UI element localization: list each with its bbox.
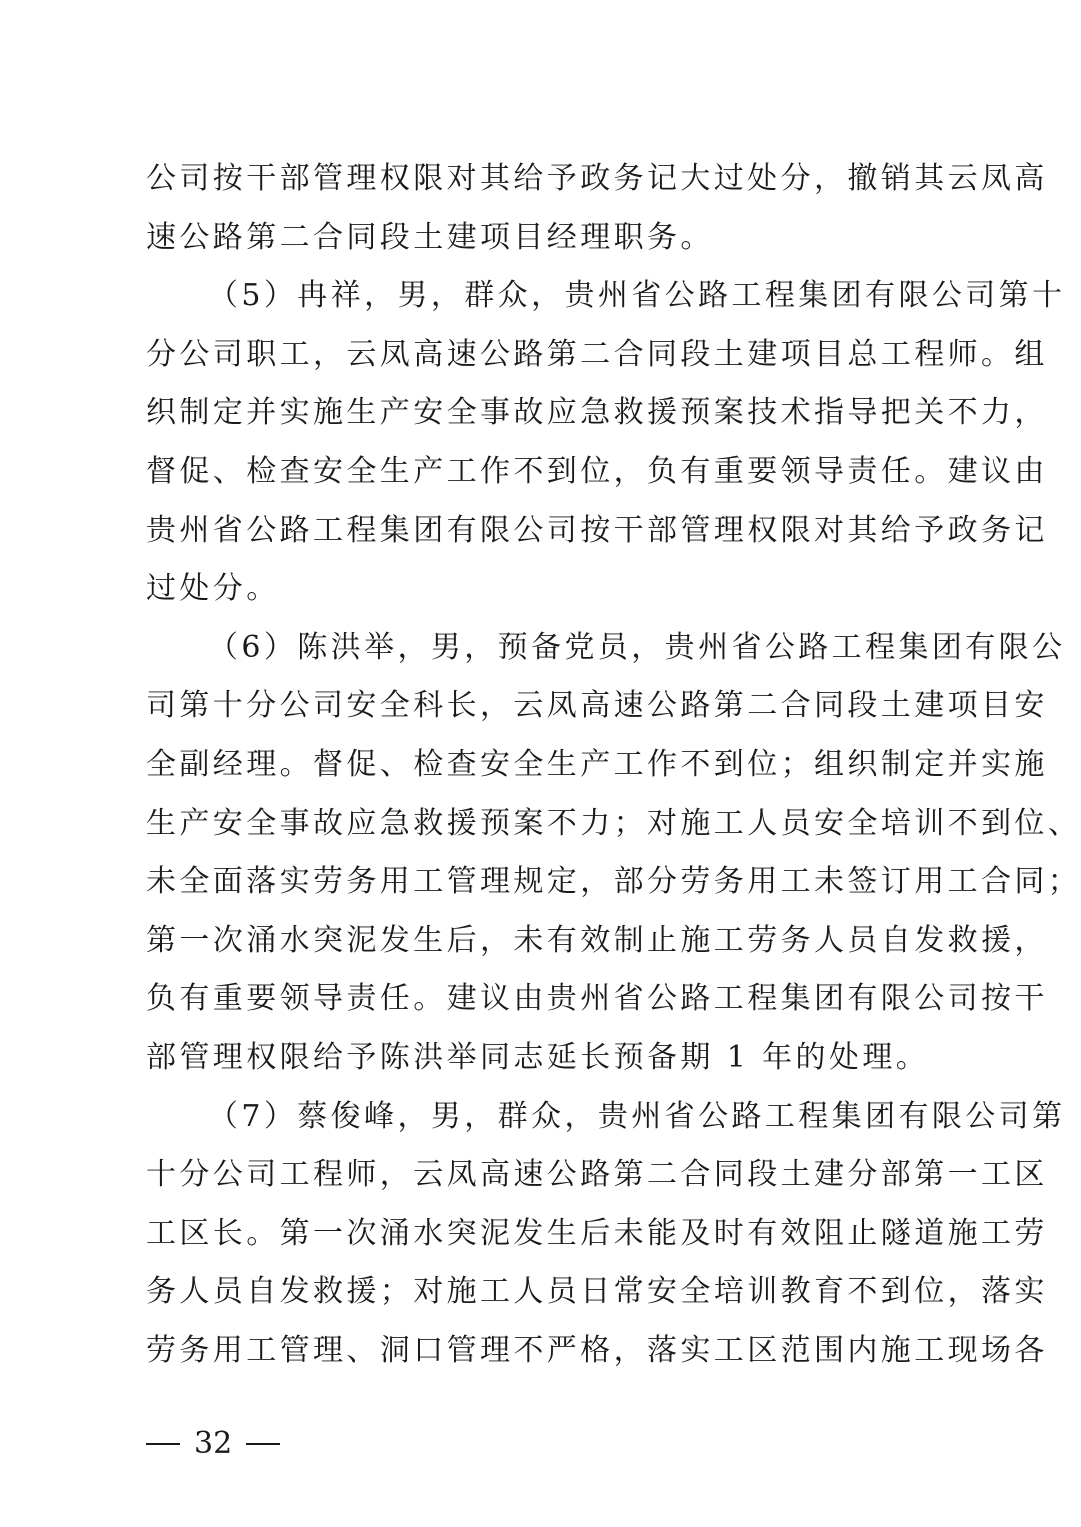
text-line: （5）冉祥，男，群众，贵州省公路工程集团有限公司第十 bbox=[208, 278, 1066, 314]
text-line: 全副经理。督促、检查安全生产工作不到位；组织制定并实施 bbox=[146, 746, 1048, 782]
text-line: 第一次涌水突泥发生后，未有效制止施工劳务人员自发救援， bbox=[146, 922, 1048, 958]
text-line: 督促、检查安全生产工作不到位，负有重要领导责任。建议由 bbox=[146, 453, 1048, 489]
text-line: 部管理权限给予陈洪举同志延长预备期 1 年的处理。 bbox=[146, 1039, 930, 1075]
text-line: （7）蔡俊峰，男，群众，贵州省公路工程集团有限公司第 bbox=[208, 1098, 1066, 1134]
text-line: 务人员自发救援；对施工人员日常安全培训教育不到位，落实 bbox=[146, 1274, 1048, 1310]
footer-dash-right bbox=[246, 1443, 280, 1445]
page-number: 32 bbox=[194, 1426, 233, 1461]
body-text bbox=[146, 150, 1081, 1380]
text-line: 贵州省公路工程集团有限公司按干部管理权限对其给予政务记 bbox=[146, 512, 1048, 548]
footer-dash-left bbox=[146, 1443, 180, 1445]
text-line: 速公路第二合同段土建项目经理职务。 bbox=[146, 219, 714, 255]
text-line: 过处分。 bbox=[146, 571, 280, 607]
text-line: 织制定并实施生产安全事故应急救援预案技术指导把关不力， bbox=[146, 395, 1048, 431]
text-line: 分公司职工，云凤高速公路第二合同段土建项目总工程师。组 bbox=[146, 336, 1048, 372]
text-line: 工区长。第一次涌水突泥发生后未能及时有效阻止隧道施工劳 bbox=[146, 1215, 1048, 1251]
page-footer bbox=[146, 1418, 280, 1468]
text-line: 生产安全事故应急救援预案不力；对施工人员安全培训不到位、 bbox=[146, 805, 1081, 841]
text-line: 十分公司工程师，云凤高速公路第二合同段土建分部第一工区 bbox=[146, 1157, 1048, 1193]
text-line: 未全面落实劳务用工管理规定，部分劳务用工未签订用工合同； bbox=[146, 864, 1081, 900]
text-line: 公司按干部管理权限对其给予政务记大过处分，撤销其云凤高 bbox=[146, 161, 1048, 196]
text-line: （6）陈洪举，男，预备党员，贵州省公路工程集团有限公 bbox=[208, 629, 1066, 665]
text-line: 负有重要领导责任。建议由贵州省公路工程集团有限公司按干 bbox=[146, 981, 1048, 1017]
text-line: 司第十分公司安全科长，云凤高速公路第二合同段土建项目安 bbox=[146, 688, 1048, 724]
text-line: 劳务用工管理、洞口管理不严格，落实工区范围内施工现场各 bbox=[146, 1332, 1048, 1368]
